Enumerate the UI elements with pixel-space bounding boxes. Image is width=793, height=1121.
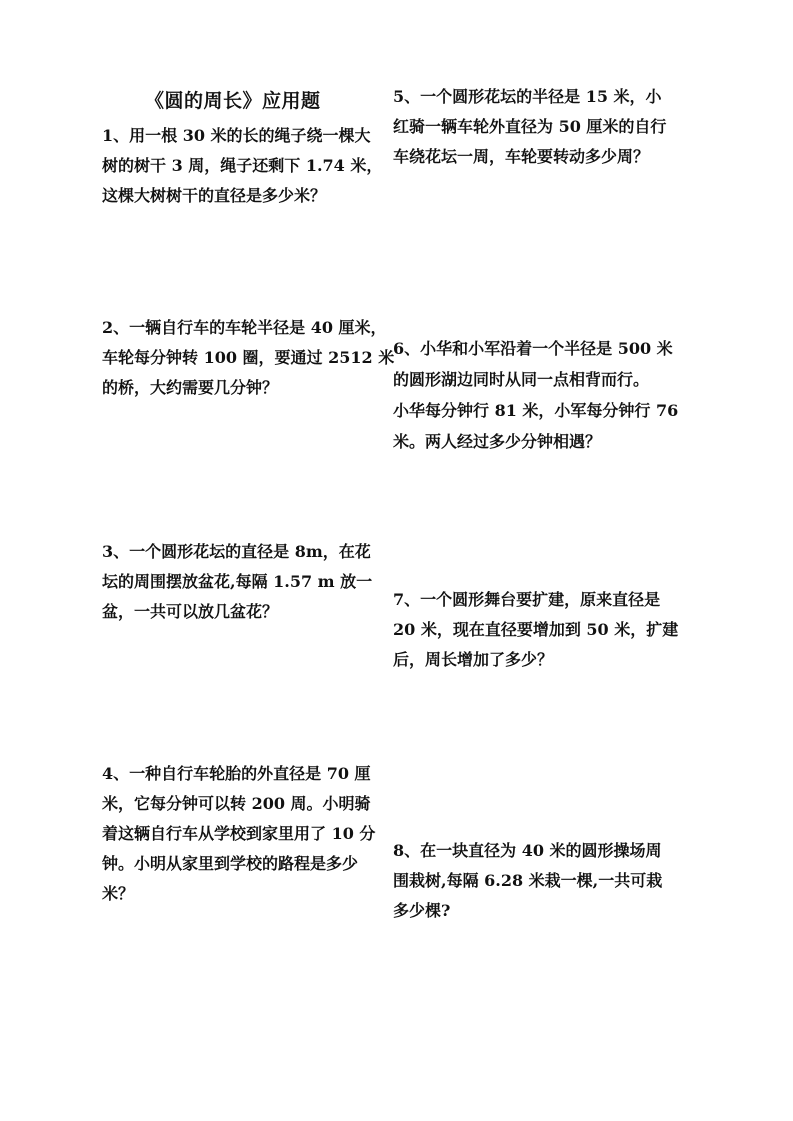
- question-line: 米。两人经过多少分钟相遇？: [393, 432, 602, 451]
- question-line: 着这辆自行车从学校到家里用了 10 分: [102, 824, 376, 843]
- question-line: 钟。小明从家里到学校的路程是多少: [102, 854, 359, 873]
- question-line: 的桥，大约需要几分钟？: [102, 378, 279, 397]
- question-line: 围栽树,每隔 6.28 米栽一棵,一共可栽: [393, 871, 663, 890]
- question-1: [102, 121, 383, 211]
- question-line: 红骑一辆车轮外直径为 50 厘米的自行: [393, 117, 667, 136]
- question-line: 米？: [102, 884, 135, 903]
- question-line: 米，它每分钟可以转 200 周。小明骑: [102, 794, 371, 813]
- question-line: 1、用一根 30 米的长的绳子绕一棵大: [102, 126, 371, 145]
- question-line: 5、一个圆形花坛的半径是 15 米，小: [393, 87, 662, 106]
- question-2: [102, 313, 395, 403]
- question-line: 盆，一共可以放几盆花？: [102, 602, 279, 621]
- question-line: 4、一种自行车轮胎的外直径是 70 厘: [102, 764, 371, 783]
- question-line: 6、小华和小军沿着一个半径是 500 米: [393, 339, 673, 358]
- question-line: 车绕花坛一周，车轮要转动多少周？: [393, 147, 650, 166]
- question-6: [393, 333, 679, 457]
- question-line: 7、一个圆形舞台要扩建，原来直径是: [393, 590, 661, 609]
- question-line: 树的树干 3 周，绳子还剩下 1.74 米，: [102, 156, 383, 175]
- question-line: 小华每分钟行 81 米，小军每分钟行 76: [393, 401, 679, 420]
- question-4: [102, 759, 376, 909]
- question-line: 这棵大树树干的直径是多少米？: [102, 186, 327, 205]
- question-7: [393, 585, 679, 675]
- question-3: [102, 537, 372, 627]
- question-line: 坛的周围摆放盆花,每隔 1.57 m 放一: [102, 572, 373, 591]
- question-line: 8、在一块直径为 40 米的圆形操场周: [393, 841, 662, 860]
- question-line: 2、一辆自行车的车轮半径是 40 厘米，: [102, 318, 387, 337]
- question-line: 的圆形湖边同时从同一点相背而行。: [393, 370, 650, 389]
- question-line: 后，周长增加了多少？: [393, 650, 554, 669]
- question-line: 3、一个圆形花坛的直径是 8m，在花: [102, 542, 371, 561]
- question-line: 多少棵?: [393, 901, 451, 920]
- question-line: 车轮每分钟转 100 圈，要通过 2512 米: [102, 348, 395, 367]
- question-line: 20 米，现在直径要增加到 50 米，扩建: [393, 620, 679, 639]
- question-5: [393, 82, 667, 172]
- question-8: [393, 836, 663, 926]
- worksheet-title: 《圆的周长》应用题: [145, 90, 321, 112]
